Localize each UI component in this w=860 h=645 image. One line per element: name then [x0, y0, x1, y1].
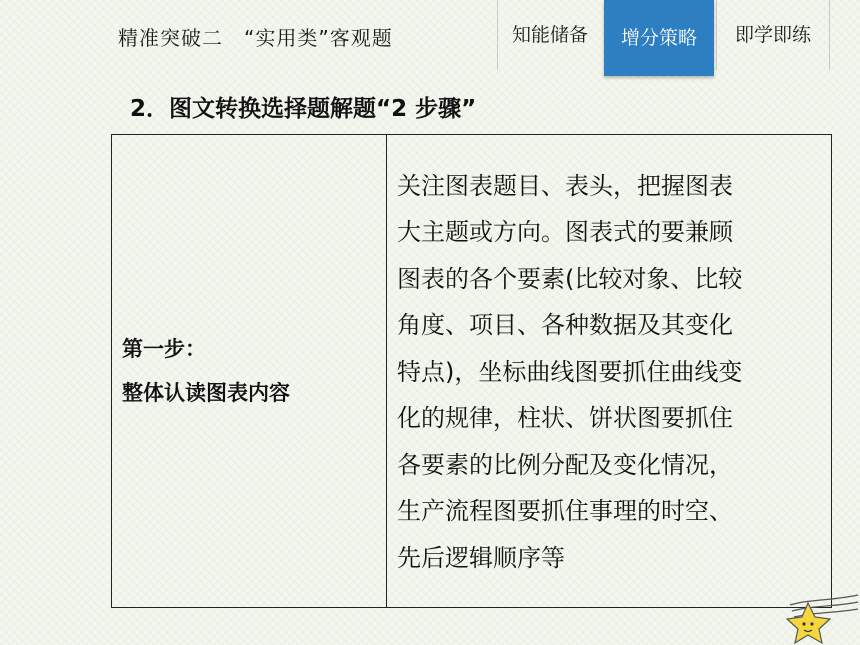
tab-practice[interactable]: 即学即练 [734, 24, 811, 46]
tab-strategy[interactable]: 增分策略 [604, 0, 714, 76]
chapter-title: 精准突破二 “实用类”客观题 [118, 26, 393, 50]
steps-table [111, 134, 832, 608]
step-subtitle: 整体认读图表内容 [122, 381, 290, 405]
content-line: 大主题或方向。图表式的要兼顾 [397, 218, 733, 247]
content-line: 先后逻辑顺序等 [397, 543, 565, 572]
content-line: 各要素的比例分配及变化情况， [397, 450, 733, 479]
step-label-cell [112, 135, 387, 608]
content-line: 关注图表题目、表头，把握图表 [397, 171, 733, 200]
content-line: 生产流程图要抓住事理的时空、 [397, 497, 733, 526]
content-line: 化的规律，柱状、饼状图要抓住 [397, 404, 733, 433]
table-row [112, 135, 832, 608]
tab-knowledge[interactable]: 知能储备 [511, 24, 588, 46]
section-heading: 2．图文转换选择题解题“2 步骤” [130, 96, 477, 122]
content-line: 角度、项目、各种数据及其变化 [397, 311, 733, 340]
content-line: 图表的各个要素(比较对象、比较 [397, 264, 743, 293]
step-content-cell [387, 135, 832, 608]
content-line: 特点)，坐标曲线图要抓住曲线变 [397, 357, 743, 386]
step-title: 第一步： [122, 337, 206, 361]
nav-divider [829, 0, 830, 70]
header-bar [0, 0, 860, 78]
star-icon [770, 575, 860, 645]
